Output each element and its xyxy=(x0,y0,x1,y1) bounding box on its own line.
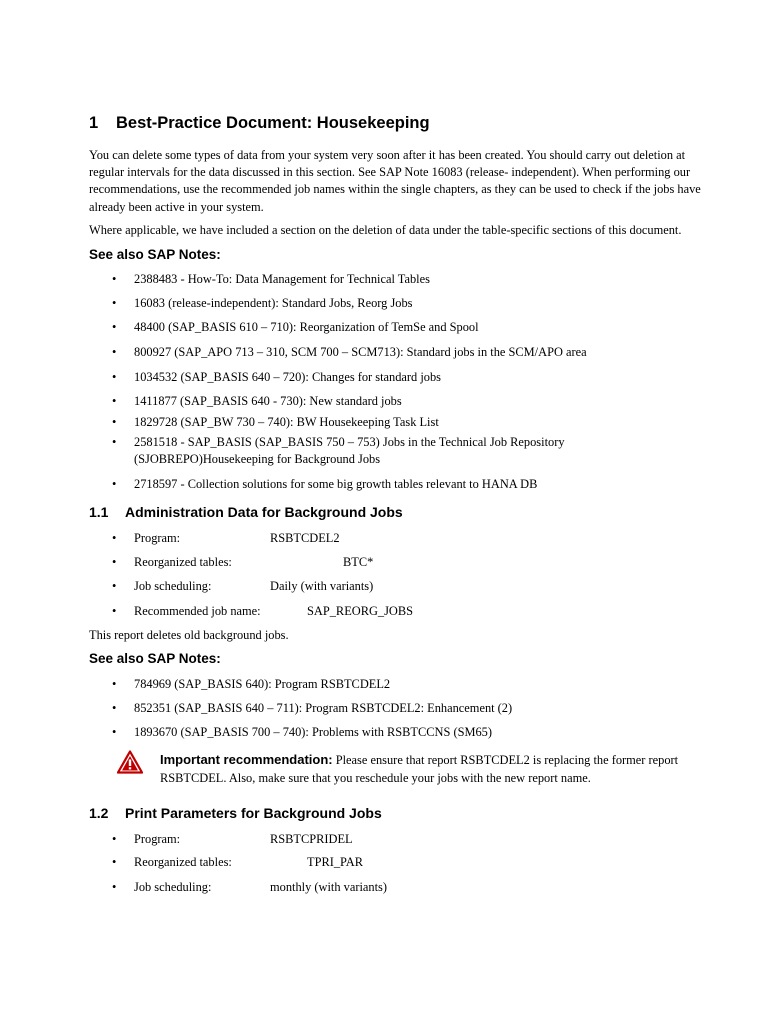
recommendation-text: Please ensure that report RSBTCDEL2 is replacing the former report RSBTCDEL. Also, make sure that you reschedule your jobs with the new report name. xyxy=(160,753,679,785)
warning-triangle-icon xyxy=(117,750,143,774)
intro-paragraph: You can delete some types of data from your system very soon after it has been created. You should carry out deletion at regular intervals for the data discussed in this section. See SAP Note 16083 (release- independent). When performing our recommendations, use the recommended job names within the single chapters, as they can be used to check if the jobs have already been active in your system. xyxy=(89,148,701,214)
see-also-heading: See also SAP Notes: xyxy=(89,247,221,262)
report-description: This report deletes old background jobs. xyxy=(89,628,289,642)
important-recommendation xyxy=(160,751,720,787)
document-page: 1 Best-Practice Document: Housekeeping You can delete some types of data from your system very soon after it has been created. You should carry out deletion at regular intervals for the data discussed in this section. See SAP Note 16083 (release- independent). When performing our recommendations, use the recommended job names within the single chapters, as they can be used to check if the jobs have already been active in your system. Where applicable, we have included a section on the deletion of data under the table-specific sections of this document. See also SAP Notes: • 2388483 - How-To: Data Management for Technical Tables • 16083 (release-independent): Standard Jobs, Reorg Jobs • 48400 (SAP_BASIS 610 – 710): Reorganization of TemSe and Spool • 800927 (SAP_APO 713 – 310, SCM 700 – SCM713): Standard jobs in the SCM/APO area • 1034532 (SAP_BASIS 640 – 720): Changes for standard jobs • 1411877 (SAP_BASIS 640 - 730): New standard jobs • 1829728 (SAP_BW 730 – 740): BW Housekeeping Task List • 2581518 - SAP_BASIS (SAP_BASIS 750 – 753) Jobs in the Technical Job Repository (SJOBREPO)Housekeeping for Background Jobs • 2718597 - Collection solutions for some big growth tables relevant to HANA DB 1.1 Administration Data for Background Jobs • Program: RSBTCDEL2 • Reorganized tables: BTC* • Job scheduling: Daily (with variants) • Recommended job name: SAP_REORG_JOBS This report deletes old background jobs. See also SAP Notes: • 784969 (SAP_BASIS 640): Program RSBTCDEL2 • 852351 (SAP_BASIS 640 – 711): Program RSBTCDEL2: Enhancement (2) • 1893670 (SAP_BASIS 700 – 740): Problems with RSBTCCNS (SM65) Important recommendation: Please ensure that report RSBTCDEL2 is replacing the former report RSBTCDEL. Also, make sure that you reschedule your jobs with the new report name. 1.2 Print Parameters for Background Jobs • Program: RSBTCPRIDEL • Reorganized tables: TPRI_PAR • Job scheduling: monthly (with variants) xyxy=(0,0,768,1024)
recommendation-label: Important recommendation: xyxy=(160,752,333,767)
see-also-heading: See also SAP Notes: xyxy=(89,651,221,666)
applicability-paragraph: Where applicable, we have included a section on the deletion of data under the table-specific sections of this document. xyxy=(89,223,682,237)
heading-section-1: 1 Best-Practice Document: Housekeeping xyxy=(89,114,430,132)
heading-section-1-1: 1.1 Administration Data for Background Jobs xyxy=(89,504,403,520)
heading-section-1-2: 1.2 Print Parameters for Background Jobs xyxy=(89,805,382,821)
